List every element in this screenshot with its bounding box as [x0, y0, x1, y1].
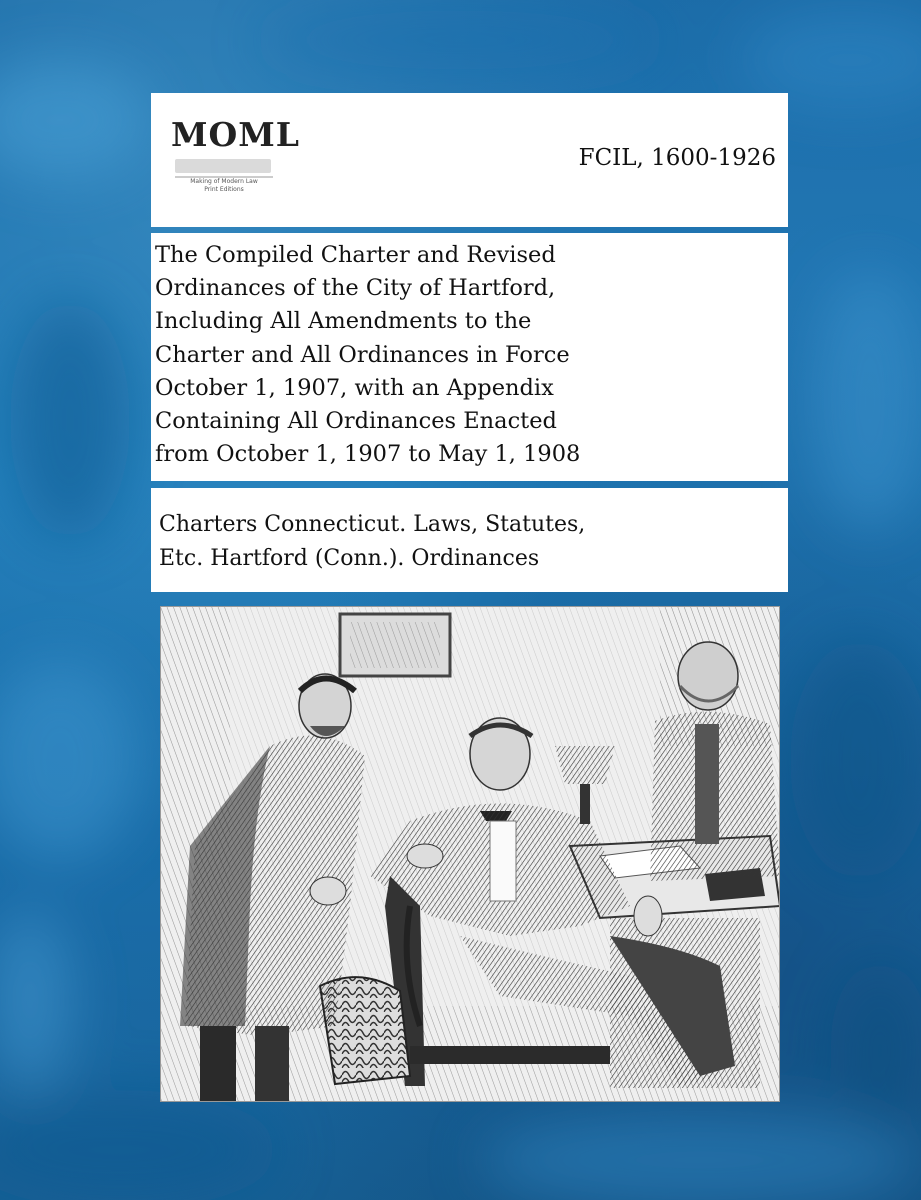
header-panel [151, 93, 788, 227]
subject-headings [159, 508, 585, 576]
collection-label: FCIL, 1600-1926 [578, 145, 776, 171]
book-title [155, 239, 789, 471]
title-line: Containing All Ordinances Enacted [155, 408, 557, 435]
logo-name: MOML [171, 115, 301, 154]
logo-tagline-line2: Print Editions [204, 186, 244, 193]
title-line: from October 1, 1907 to May 1, 1908 [155, 441, 581, 468]
subject-line: Charters Connecticut. Laws, Statutes, [159, 512, 586, 537]
title-line: Ordinances of the City of Hartford, [155, 275, 556, 302]
logo-tagline-line1: Making of Modern Law [190, 178, 258, 185]
subject-panel [151, 488, 788, 592]
title-line: The Compiled Charter and Revised [155, 242, 556, 268]
title-line: October 1, 1907, with an Appendix [155, 374, 554, 401]
subject-line: Etc. Hartford (Conn.). Ordinances [159, 546, 540, 571]
title-panel [151, 233, 788, 481]
moml-logo [169, 115, 301, 205]
title-line: Charter and All Ordinances in Force [155, 341, 570, 368]
title-line: Including All Amendments to the [155, 308, 532, 335]
engraving-illustration [160, 606, 780, 1102]
